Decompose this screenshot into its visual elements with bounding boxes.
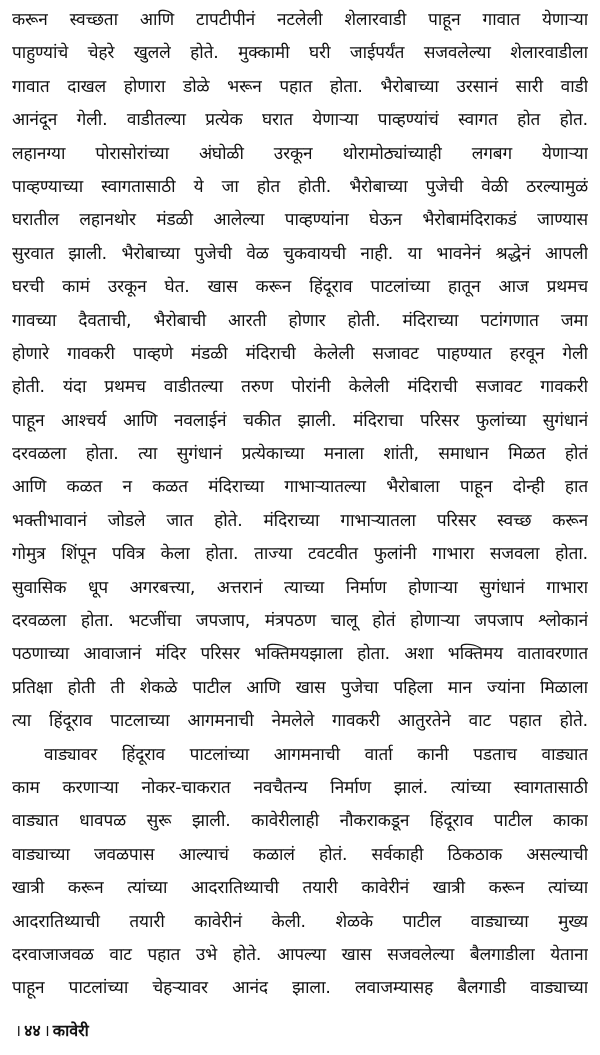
text-line: पाहून आश्चर्य आणि नवलाईनं चकीत झाली. मंदिराचा परिसर फुलांच्या सुगंधानं (12, 410, 588, 431)
text-line: लहानग्या पोरासोरांच्या अंघोळी उरकून थोरामोठ्यांच्याही लगबग येणाऱ्या (12, 143, 588, 164)
text-line: खात्री करून त्यांच्या आदरातिथ्याची तयारी कावेरीनं खात्री करून त्यांच्या (12, 878, 588, 899)
body-text (12, 4, 588, 1006)
text-line: प्रतिक्षा होती ती शेकळे पाटील आणि खास पुजेचा पहिला मान ज्यांना मिळाला (12, 677, 588, 698)
paragraph-start-line: वाड्यावर हिंदूराव पाटलांच्या आगमनाची वार्ता कानी पडताच वाड्यात (44, 744, 588, 765)
text-line: पाव्हण्याच्या स्वागतासाठी ये जा होत होती. भैरोबाच्या पुजेची वेळी ठरल्यामुळं (12, 176, 588, 197)
text-line: दरवळला होता. त्या सुगंधानं प्रत्येकाच्या मनाला शांती, समाधान मिळत होतं (12, 444, 588, 465)
text-line: सुवासिक धूप अगरबत्त्या, अत्तरानं त्याच्या निर्माण होणाऱ्या सुगंधानं गाभारा (12, 577, 588, 598)
page-footer (12, 1016, 89, 1046)
text-line: घरची कामं उरकून घेत. खास करून हिंदूराव पाटलांच्या हातून आज प्रथमच (12, 277, 588, 298)
text-line: होणारे गावकरी पाव्हणे मंडळी मंदिराची केलेली सजावट पाहण्यात हरवून गेली (12, 343, 588, 364)
book-title: कावेरी (52, 1021, 89, 1040)
text-line: वाड्याच्या जवळपास आल्याचं कळालं होतं. सर्वकाही ठिकठाक असल्याची (12, 844, 588, 865)
paragraph-end-line: त्या हिंदूराव पाटलाच्या आगमनाची नेमलेले गावकरी आतुरतेने वाट पहात होते. (12, 711, 588, 732)
text-line: घरातील लहानथोर मंडळी आलेल्या पाव्हण्यांना घेऊन भैरोबामंदिराकडं जाण्यास (12, 210, 588, 231)
text-line: सुरवात झाली. भैरोबाच्या पुजेची वेळ चुकवायची नाही. या भावनेनं श्रद्धेनं आपली (12, 243, 588, 264)
text-line: होती. यंदा प्रथमच वाडीतल्या तरुण पोरांनी केलेली मंदिराची सजावट गावकरी (12, 377, 588, 398)
text-line: भक्तीभावानं जोडले जात होते. मंदिराच्या गाभाऱ्यातला परिसर स्वच्छ करून (12, 510, 588, 531)
text-line: आदरातिथ्याची तयारी कावेरीनं केली. शेळके पाटील वाड्याच्या मुख्य (12, 911, 588, 932)
text-line: पाहून पाटलांच्या चेहऱ्यावर आनंद झाला. लवाजम्यासह बैलगाडी वाड्याच्या (12, 978, 588, 999)
footer-divider: । (43, 1021, 50, 1040)
text-line: पठणाच्या आवाजानं मंदिर परिसर भक्तिमयझाला होता. अशा भक्तिमय वातावरणात (12, 644, 588, 665)
text-line: काम करणाऱ्या नोकर-चाकरात नवचैतन्य निर्माण झालं. त्यांच्या स्वागतासाठी (12, 777, 588, 798)
page-number: ४४ (24, 1021, 41, 1040)
text-line: पाहुण्यांचे चेहरे खुलले होते. मुक्कामी घरी जाईपर्यंत सजवलेल्या शेलारवाडीला (12, 43, 588, 64)
text-line: गोमुत्र शिंपून पवित्र केला होता. ताज्या टवटवीत फुलांनी गाभारा सजवला होता. (12, 544, 588, 565)
book-page (12, 4, 588, 1050)
footer-divider: । (15, 1021, 22, 1040)
text-line: दरवळला होता. भटजींचा जपजाप, मंत्रपठण चालू होतं होणाऱ्या जपजाप श्लोकानं (12, 611, 588, 632)
text-line: आनंदून गेली. वाडीतल्या प्रत्येक घरात येणाऱ्या पाव्हण्यांचं स्वागत होत होत. (12, 110, 588, 131)
text-line: वाड्यात धावपळ सुरू झाली. कावेरीलाही नौकराकडून हिंदूराव पाटील काका (12, 811, 588, 832)
text-line: गावच्या दैवताची, भैरोबाची आरती होणार होती. मंदिराच्या पटांगणात जमा (12, 310, 588, 331)
text-line: गावात दाखल होणारा डोळे भरून पहात होता. भैरोबाच्या उरसानं सारी वाडी (12, 76, 588, 97)
text-line: आणि कळत न कळत मंदिराच्या गाभाऱ्यातल्या भैरोबाला पाहून दोन्ही हात (12, 477, 588, 498)
text-line: दरवाजाजवळ वाट पहात उभे होते. आपल्या खास सजवलेल्या बैलगाडीला येताना (12, 944, 588, 965)
text-line: करून स्वच्छता आणि टापटीपीनं नटलेली शेलारवाडी पाहून गावात येणाऱ्या (12, 10, 588, 30)
